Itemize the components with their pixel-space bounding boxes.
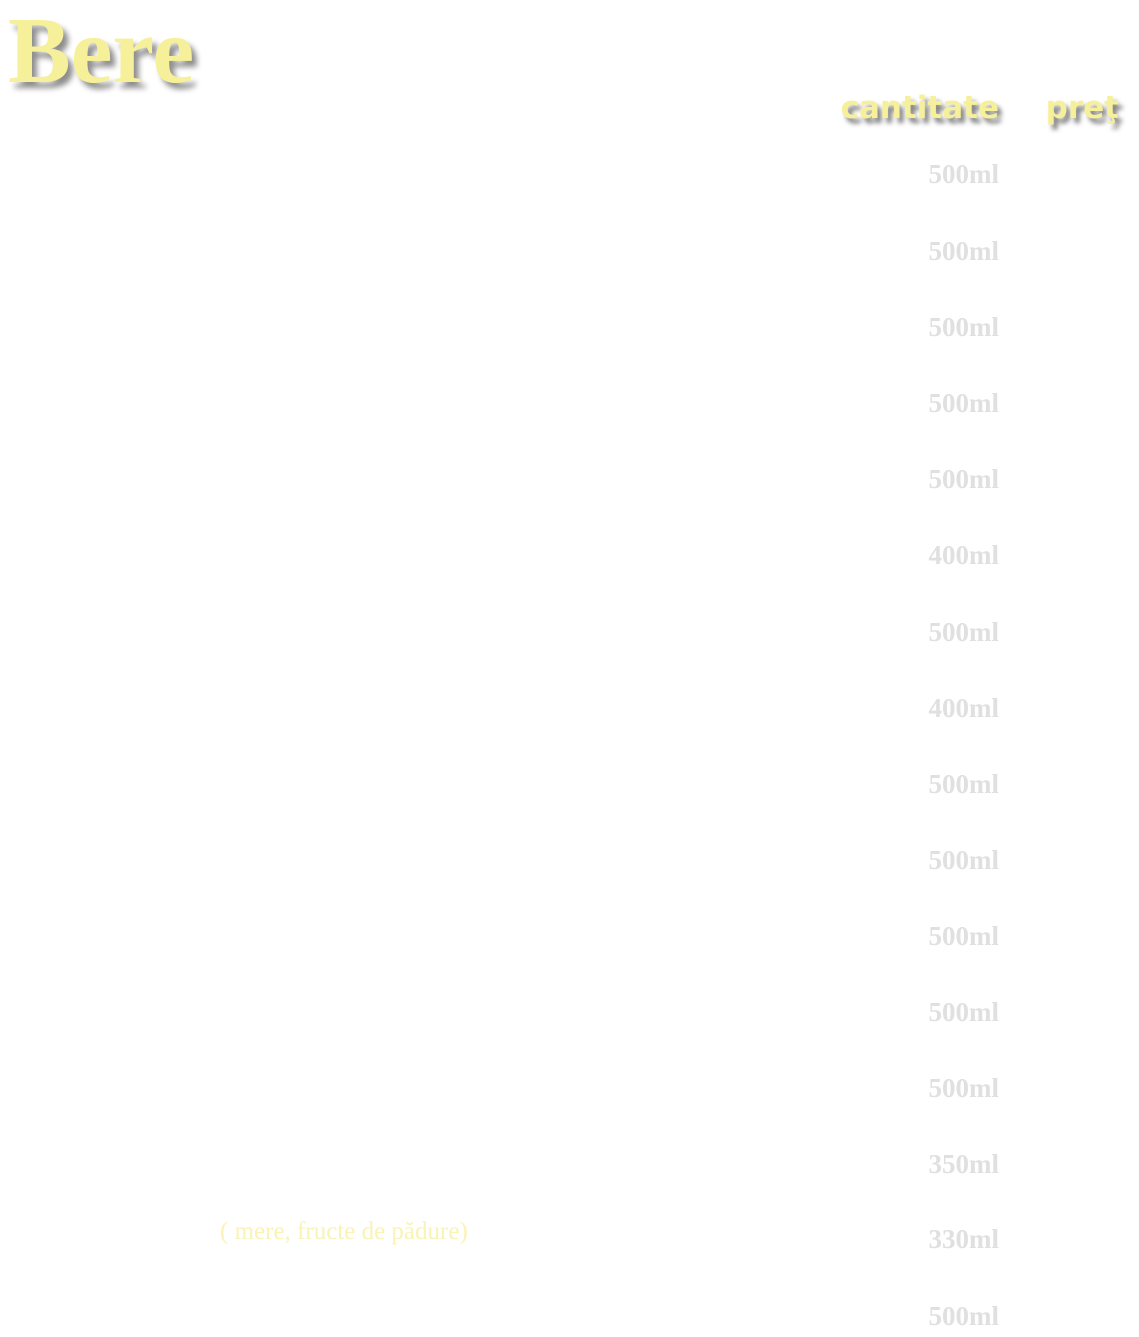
row-quantity: 500ml [928, 1073, 999, 1103]
row-quantity: 500ml [928, 464, 999, 494]
row-quantity: 500ml [928, 921, 999, 951]
quantity-column-header: cantitate [840, 90, 999, 126]
flavor-note: ( mere, fructe de pădure) [220, 1218, 468, 1245]
row-quantity: 400ml [928, 540, 999, 570]
row-quantity: 500ml [928, 769, 999, 799]
row-quantity: 500ml [928, 997, 999, 1027]
row-quantity: 500ml [928, 1301, 999, 1331]
row-quantity: 500ml [928, 312, 999, 342]
row-quantity: 500ml [928, 236, 999, 266]
row-quantity: 500ml [928, 159, 999, 189]
row-quantity: 400ml [928, 693, 999, 723]
row-quantity: 330ml [928, 1224, 999, 1254]
page-title: Bere [8, 0, 195, 103]
row-quantity: 500ml [928, 388, 999, 418]
row-quantity: 500ml [928, 845, 999, 875]
price-column-header: preţ [1045, 90, 1119, 126]
row-quantity: 350ml [928, 1149, 999, 1179]
row-quantity: 500ml [928, 617, 999, 647]
